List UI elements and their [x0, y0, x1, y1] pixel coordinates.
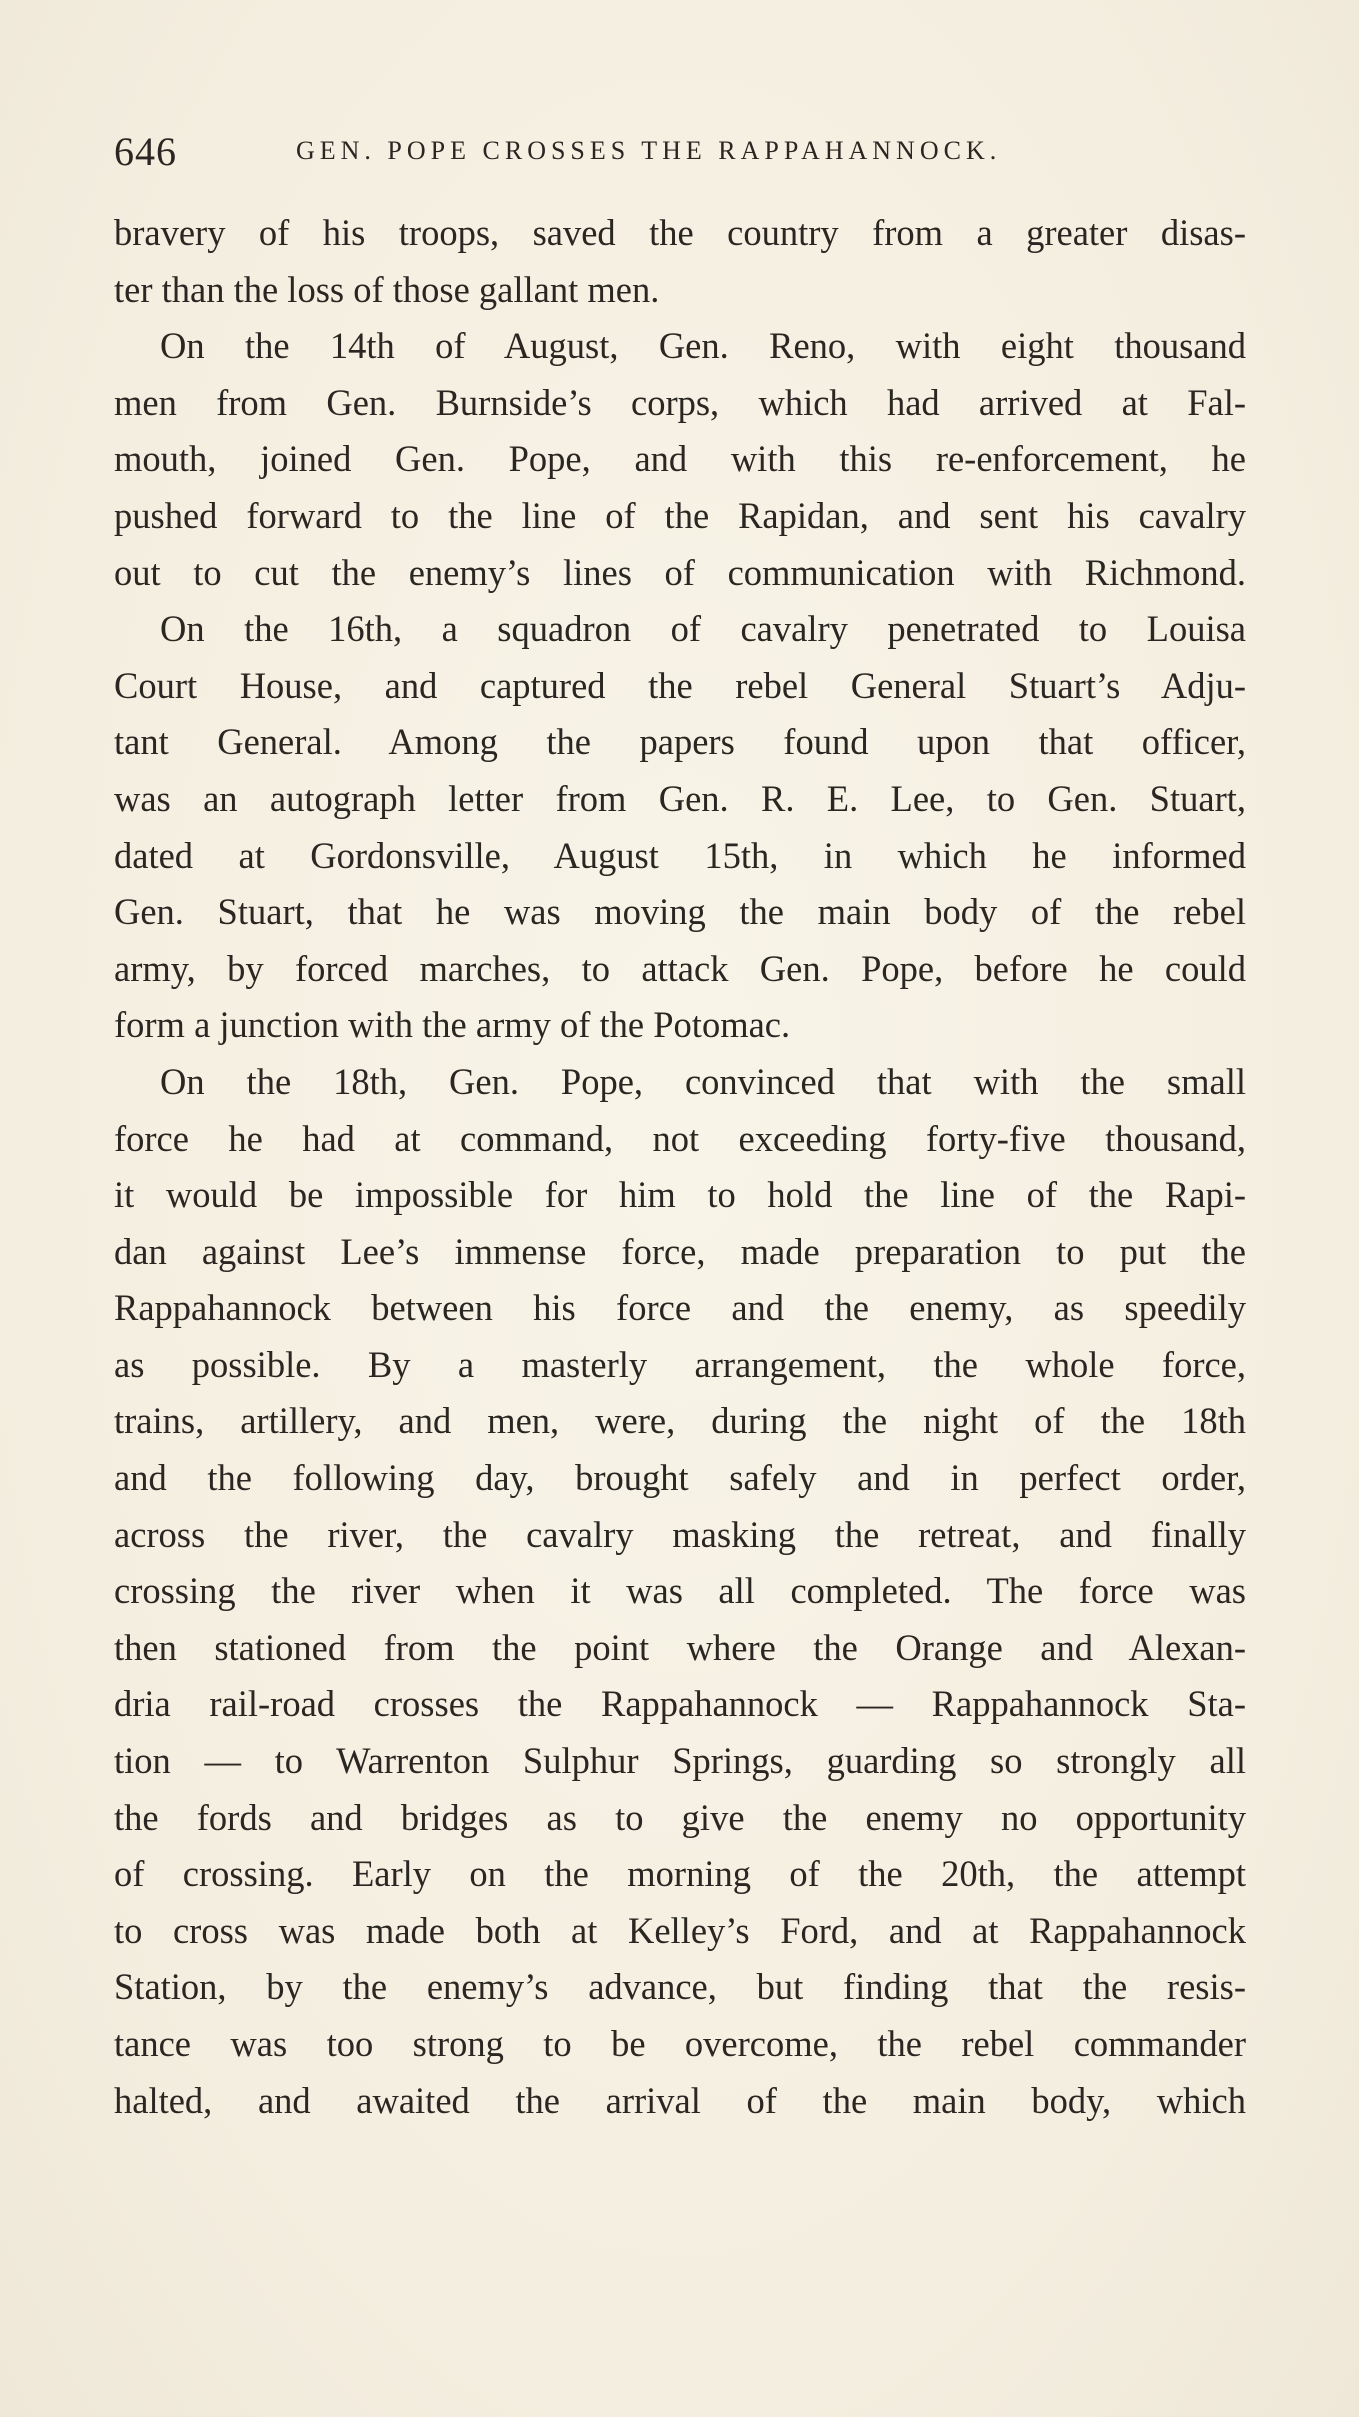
text-line: out to cut the enemy’s lines of communication with Richmond. [114, 551, 1246, 593]
text-line: crossing the river when it was all completed. The force was [114, 1570, 1246, 1612]
text-line: Gen. Stuart, that he was moving the main body of the rebel [114, 891, 1246, 933]
text-line: dan against Lee’s immense force, made preparation to put the [114, 1230, 1246, 1272]
text-line: Court House, and captured the rebel General Stuart’s Adju- [114, 664, 1246, 706]
text-line: Rappahannock between his force and the enemy, as speedily [114, 1287, 1246, 1329]
page-number: 646 [114, 129, 177, 174]
text-line: tance was too strong to be overcome, the rebel commander [114, 2023, 1246, 2064]
text-line: force he had at command, not exceeding forty-five thousand, [114, 1117, 1246, 1159]
text-line: tion — to Warrenton Sulphur Springs, guarding so strongly all [114, 1740, 1246, 1782]
running-title: GEN. POPE CROSSES THE RAPPAHANNOCK. [296, 136, 1002, 165]
text-line: bravery of his troops, saved the country from a greater disas- [114, 212, 1246, 253]
text-line: On the 18th, Gen. Pope, convinced that with the small [160, 1060, 1246, 1102]
text-line: mouth, joined Gen. Pope, and with this re-enforcement, he [114, 438, 1246, 480]
text-line: On the 14th of August, Gen. Reno, with eight thousand [160, 325, 1246, 367]
text-line: and the following day, brought safely and in perfect order, [114, 1457, 1246, 1499]
text-line: ter than the loss of those gallant men. [114, 268, 660, 310]
text-line: halted, and awaited the arrival of the main body, which [114, 2079, 1246, 2121]
text-line: men from Gen. Burnside’s corps, which had arrived at Fal- [114, 381, 1246, 423]
text-line: the fords and bridges as to give the enemy no opportunity [114, 1796, 1246, 1838]
text-line: pushed forward to the line of the Rapidan, and sent his cavalry [114, 494, 1246, 536]
text-line: trains, artillery, and men, were, during the night of the 18th [114, 1400, 1246, 1442]
text-line: then stationed from the point where the Orange and Alexan- [114, 1626, 1246, 1668]
text-line: of crossing. Early on the morning of the 20th, the attempt [114, 1853, 1246, 1895]
text-line: Station, by the enemy’s advance, but finding that the resis- [114, 1966, 1246, 2008]
running-head [114, 128, 1244, 178]
text-line: as possible. By a masterly arrangement, the whole force, [114, 1343, 1246, 1385]
text-line: to cross was made both at Kelley’s Ford, and at Rappahannock [114, 1909, 1246, 1951]
body-text [114, 205, 1246, 2129]
text-line: tant General. Among the papers found upon that officer, [114, 721, 1246, 763]
text-line: dated at Gordonsville, August 15th, in which he informed [114, 834, 1246, 876]
text-line: across the river, the cavalry masking the retreat, and finally [114, 1513, 1246, 1555]
text-line: dria rail-road crosses the Rappahannock — Rappahannock Sta- [114, 1683, 1246, 1725]
text-line: On the 16th, a squadron of cavalry penetrated to Louisa [160, 608, 1246, 650]
text-line: army, by forced marches, to attack Gen. Pope, before he could [114, 947, 1246, 989]
text-line: it would be impossible for him to hold the line of the Rapi- [114, 1174, 1246, 1216]
text-line: form a junction with the army of the Potomac. [114, 1004, 791, 1046]
text-line: was an autograph letter from Gen. R. E. Lee, to Gen. Stuart, [114, 777, 1246, 819]
